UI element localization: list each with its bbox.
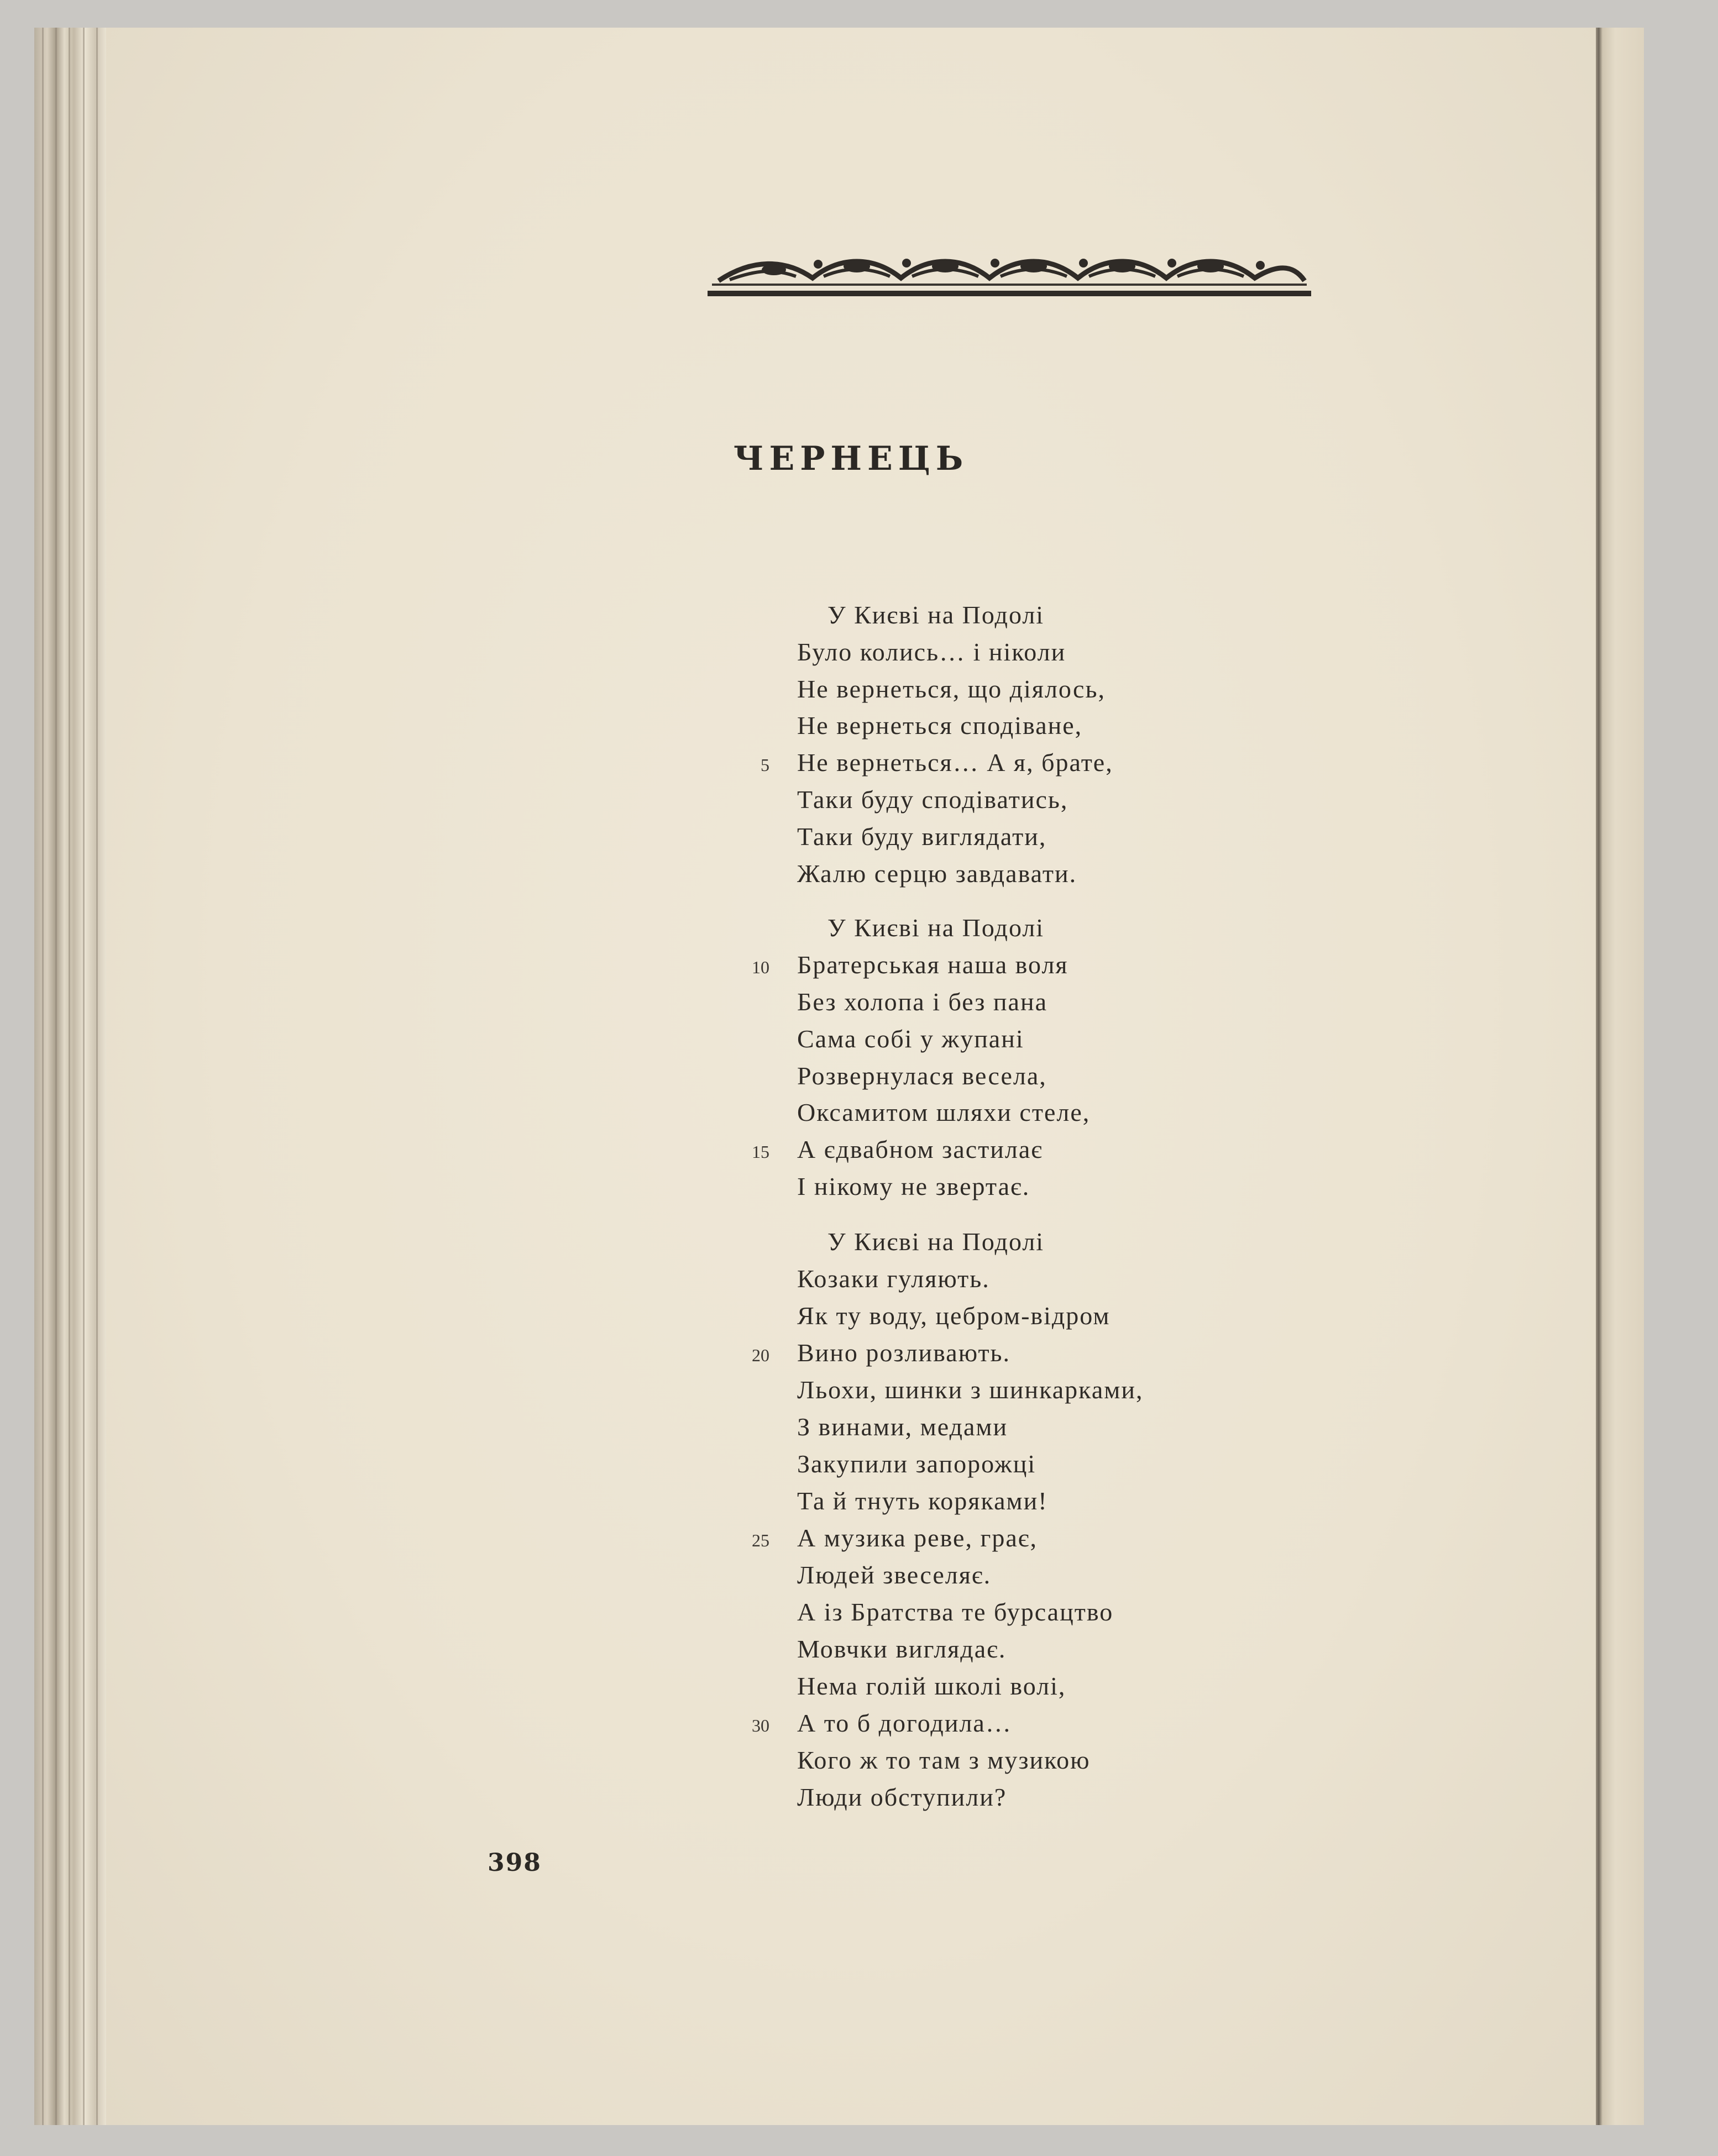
poem-line: Розвернулася весела, (797, 1062, 1047, 1090)
poem-line: Льохи, шинки з шинкарками, (797, 1376, 1144, 1404)
poem-line: Сама собі у жупані (797, 1025, 1024, 1053)
facing-page-edge (1596, 28, 1644, 2125)
line-number: 20 (752, 1345, 769, 1365)
poem-line: Нема голій школі волі, (797, 1672, 1066, 1700)
poem-line: Не вернеться… А я, брате, (797, 748, 1113, 777)
poem-line: А єдвабном застилає (797, 1135, 1043, 1163)
book-left-edge (34, 28, 106, 2125)
poem-line: З винами, медами (797, 1413, 1008, 1441)
poem-line: А із Братства те бурсацтво (797, 1598, 1114, 1626)
poem-line: Без холопа і без пана (797, 988, 1047, 1016)
line-number: 10 (752, 957, 769, 977)
poem-line: А то б догодила… (797, 1709, 1012, 1737)
poem-line: У Києві на Подолі (827, 1227, 1045, 1256)
poem-line: Люди обступили? (797, 1783, 1007, 1811)
line-number: 15 (752, 1142, 769, 1162)
poem-line: Було колись… і ніколи (797, 638, 1066, 666)
line-number: 25 (752, 1530, 769, 1550)
poem-line: Закупили запорожці (797, 1450, 1036, 1478)
poem-title: ЧЕРНЕЦЬ (733, 439, 969, 478)
poem-line: Козаки гуляють. (797, 1265, 990, 1293)
poem-line: Вино розливають. (797, 1339, 1011, 1367)
poem-line: У Києві на Подолі (827, 601, 1045, 629)
poem-line: Кого ж то там з музикою (797, 1746, 1091, 1774)
poem-line: Не вернеться сподіване, (797, 711, 1083, 739)
poem-line: Людей звеселяє. (797, 1561, 992, 1589)
poem-line: Та й тнуть коряками! (797, 1487, 1048, 1515)
poem-line: Жалю серцю завдавати. (797, 859, 1077, 888)
scanned-book-page (34, 28, 1644, 2125)
poem-line: Оксамитом шляхи стеле, (797, 1098, 1091, 1126)
poem-line: Як ту воду, цебром-відром (797, 1302, 1111, 1330)
poem-line: Мовчки виглядає. (797, 1635, 1007, 1663)
poem-line: Таки буду сподіватись, (797, 785, 1068, 814)
ornament-vignette (708, 225, 1311, 308)
page (106, 28, 1596, 2125)
poem-line: Братерськая наша воля (797, 951, 1068, 979)
poem-line: У Києві на Подолі (827, 914, 1045, 942)
page-number: 398 (488, 1849, 542, 1877)
poem-line: І нікому не звертає. (797, 1172, 1030, 1200)
poem-line: Таки буду виглядати, (797, 822, 1047, 851)
line-number: 30 (752, 1716, 769, 1735)
poem-line: Не вернеться, що діялось, (797, 675, 1106, 703)
line-number: 5 (761, 755, 769, 775)
poem-line: А музика реве, грає, (797, 1524, 1038, 1552)
